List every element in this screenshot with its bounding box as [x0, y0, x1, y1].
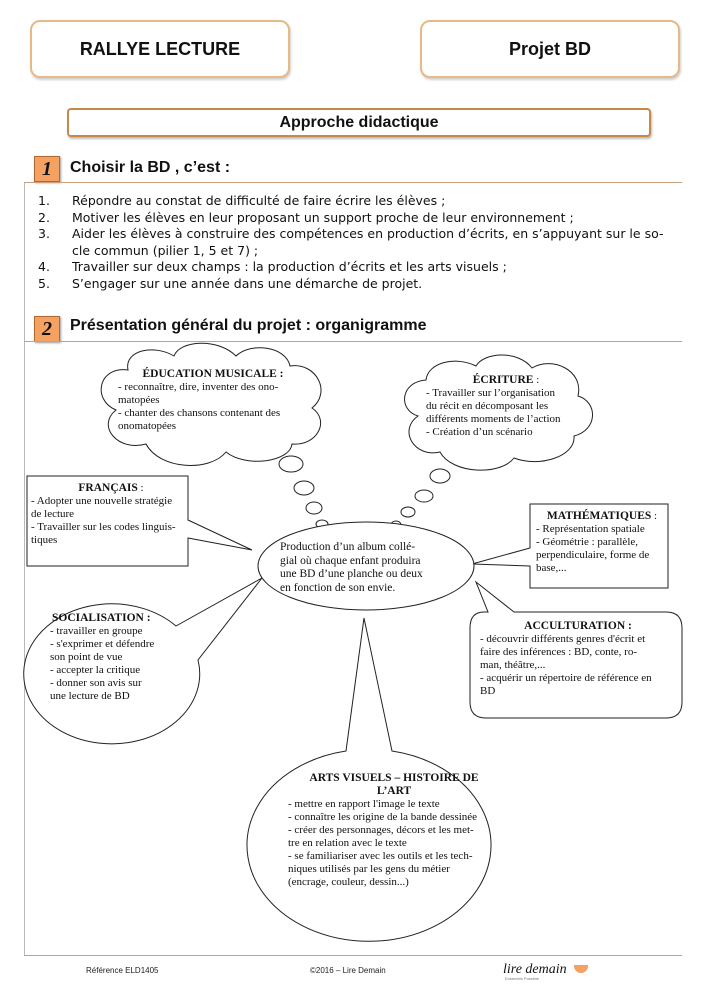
footer-reference: Référence ELD1405	[86, 966, 159, 975]
header-left-title: RALLYE LECTURE	[79, 38, 241, 59]
education-musicale-line: - reconnaître, dire, inventer des ono-	[118, 381, 279, 393]
footer-logo	[503, 958, 588, 981]
logo-mark	[574, 965, 588, 973]
section-1-item-number: 1.	[38, 193, 50, 208]
socialisation-line: - donner son avis sur	[50, 677, 142, 689]
text-acculturation	[480, 620, 676, 698]
mathematiques-line: - Représentation spatiale	[536, 523, 645, 535]
ecriture-lines	[426, 387, 586, 439]
section-1-item-line: Motiver les élèves en leur proposant un support proche de leur environnement ;	[72, 209, 574, 225]
education-musicale-line: matopées	[118, 394, 160, 406]
center-line: une BD d’une planche ou deux	[280, 568, 423, 580]
thought-bubbles-ecriture	[391, 469, 450, 529]
text-arts-visuels	[288, 772, 500, 889]
section-1-number: 1	[34, 156, 60, 182]
arts-visuels-line: - créer des personnages, décors et les met-	[288, 824, 474, 836]
francais-lines	[31, 495, 191, 547]
arts-visuels-line: (encrage, couleur, dessin...)	[288, 876, 409, 888]
mathematiques-line: - Géométrie : parallèle,	[536, 536, 639, 548]
acculturation-lines	[480, 633, 676, 698]
francais-heading: FRANÇAIS :	[78, 482, 144, 494]
arts-visuels-lines	[288, 798, 500, 889]
text-ecriture	[426, 374, 586, 439]
socialisation-lines	[50, 625, 180, 703]
acculturation-line: - découvrir différents genres d'écrit et	[480, 633, 646, 645]
education-musicale-title: ÉDUCATION MUSICALE :	[142, 368, 284, 380]
footer-line	[24, 955, 682, 956]
socialisation-line: son point de vue	[50, 651, 123, 663]
arts-visuels-line: niques utilisés par les gens du métier	[288, 863, 450, 875]
arts-visuels-line: tre en relation avec le texte	[288, 837, 407, 849]
socialisation-line: une lecture de BD	[50, 690, 130, 702]
socialisation-line: - travailler en groupe	[50, 625, 143, 637]
approche-title: Approche didactique	[279, 113, 439, 131]
arts-visuels-title-line: ARTS VISUELS – HISTOIRE DE	[309, 772, 479, 784]
mathematiques-line: perpendiculaire, forme de	[536, 549, 650, 561]
socialisation-title: SOCIALISATION :	[52, 612, 151, 624]
section-2-number: 2	[34, 316, 60, 342]
socialisation-line: - accepter la critique	[50, 664, 141, 676]
section-1-item-number: 3.	[38, 226, 50, 241]
mathematiques-heading: MATHÉMATIQUES :	[546, 510, 658, 522]
text-center	[280, 541, 460, 595]
arts-visuels-title-line: L’ART	[376, 785, 412, 797]
section-1-item-number: 5.	[38, 275, 50, 291]
acculturation-title: ACCULTURATION :	[524, 620, 632, 632]
arts-visuels-line: - connaître les origine de la bande dessinée	[288, 811, 478, 823]
acculturation-line: - acquérir un répertoire de référence en	[480, 672, 652, 684]
text-mathematiques	[536, 510, 668, 575]
section-1-item-line: cle commun (pilier 1, 5 et 7) ;	[72, 242, 259, 258]
acculturation-line: faire des inférences : BD, conte, ro-	[480, 646, 637, 658]
arts-visuels-line: - mettre en rapport l'image le texte	[288, 798, 440, 810]
center-line: Production d’un album collé-	[280, 541, 416, 553]
socialisation-line: - s'exprimer et défendre	[50, 638, 155, 650]
section-2-title: Présentation général du projet : organigramme	[70, 317, 427, 334]
francais-line: - Adopter une nouvelle stratégie	[31, 495, 173, 507]
ecriture-heading: ÉCRITURE :	[472, 374, 540, 386]
mathematiques-lines	[536, 523, 668, 575]
section-1-item-line: Aider les élèves à construire des compétences en production d’écrits, en s’appuyant sur le so-	[72, 226, 664, 241]
center-lines	[280, 541, 460, 595]
section-1-item-line: Travailler sur deux champs : la production d’écrits et les arts visuels ;	[72, 259, 507, 274]
center-line: en fonction de son envie.	[280, 581, 396, 594]
thought-bubbles-musique	[279, 456, 328, 528]
ecriture-line: du récit en décomposant les	[426, 400, 549, 412]
text-education-musicale	[118, 368, 308, 433]
francais-line: - Travailler sur les codes linguis-	[31, 521, 176, 533]
mathematiques-line: base,...	[536, 562, 567, 574]
education-musicale-line: onomatopées	[118, 420, 177, 432]
ecriture-line: différents moments de l’action	[426, 413, 561, 425]
acculturation-line: man, théâtre,...	[480, 659, 546, 671]
education-musicale-line: - chanter des chansons contenant des	[118, 407, 281, 419]
text-socialisation	[50, 612, 180, 703]
footer-copyright: ©2016 – Lire Demain	[310, 966, 386, 975]
section-1-item-line: Répondre au constat de difficulté de faire écrire les élèves ;	[72, 193, 446, 208]
francais-line: de lecture	[31, 508, 75, 520]
section-1-item-number: 2.	[38, 209, 50, 225]
logo-subtitle: Ensemble Possible	[505, 976, 540, 981]
text-francais	[31, 482, 191, 547]
ecriture-line: - Travailler sur l’organisation	[426, 387, 556, 399]
section-1-item-line: S’engager sur une année dans une démarche de projet.	[72, 275, 423, 291]
education-musicale-lines	[118, 381, 308, 433]
header-right-title: Projet BD	[508, 38, 591, 59]
section-1-item-number: 4.	[38, 259, 50, 274]
arts-visuels-title	[288, 772, 500, 798]
center-line: gial où chaque enfant produira	[280, 554, 421, 567]
arts-visuels-line: - se familiariser avec les outils et les tech-	[288, 850, 473, 862]
ecriture-line: - Création d’un scénario	[426, 426, 533, 438]
francais-line: tiques	[31, 534, 58, 546]
acculturation-line: BD	[480, 685, 496, 697]
logo-text: lire demain	[503, 962, 567, 977]
section-1-title: Choisir la BD , c’est :	[70, 159, 231, 176]
